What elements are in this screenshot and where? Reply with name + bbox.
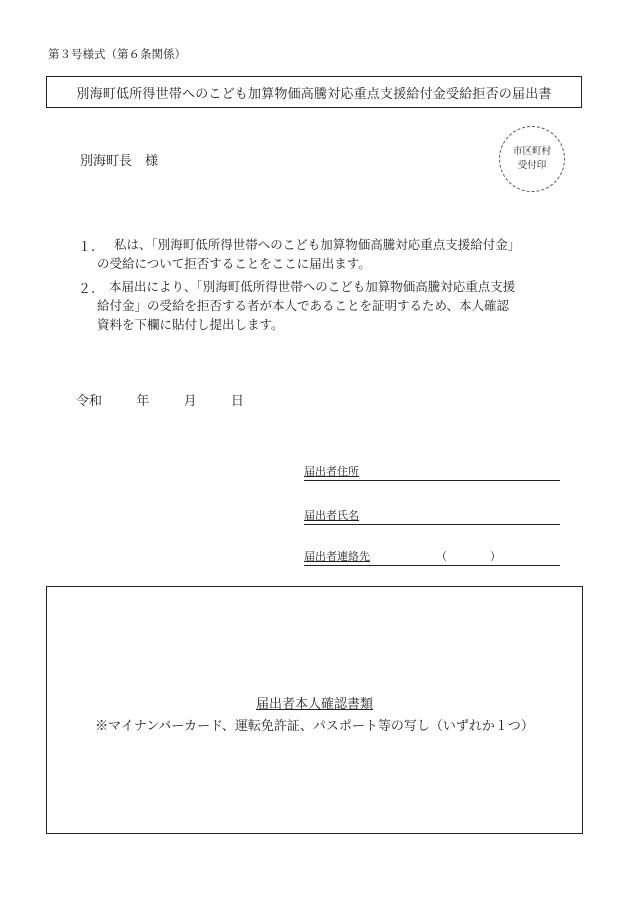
name-field[interactable]	[304, 506, 560, 525]
date-year: 年	[136, 394, 150, 409]
addressee: 別海町長 様	[80, 154, 159, 169]
id-document-title: 届出者本人確認書類	[255, 697, 373, 712]
item-2-line-2: 給付金」の受給を拒否する者が本人であることを証明するため、本人確認	[97, 298, 510, 313]
item-1-line-2: の受給について拒否することをここに届出ます。	[97, 256, 371, 271]
address-field[interactable]	[304, 462, 560, 481]
contact-label: 届出者連絡先	[304, 550, 370, 563]
item-1-line-1: 私は、「別海町低所得世帯へのこども加算物価高騰対応重点支援給付金」	[114, 237, 521, 252]
date-month: 月	[183, 394, 197, 409]
document-title-text: 別海町低所得世帯へのこども加算物価高騰対応重点支援給付金受給拒否の届出書	[76, 86, 552, 102]
name-label: 届出者氏名	[304, 509, 359, 522]
form-number: 第３号様式（第６条関係）	[48, 47, 186, 61]
date-day: 日	[230, 394, 244, 409]
stamp-label-line2: 受付印	[517, 160, 547, 171]
reception-stamp-area	[499, 126, 565, 192]
address-label: 届出者住所	[304, 465, 359, 478]
stamp-label-line1: 市区町村	[512, 146, 551, 157]
item-1-number: １.	[78, 240, 96, 255]
document-title	[46, 76, 582, 108]
contact-paren-close: ）	[490, 550, 501, 563]
item-2-number: ２.	[78, 282, 96, 297]
contact-paren-open: （	[436, 550, 447, 563]
id-document-attachment-area[interactable]	[46, 586, 583, 834]
item-2-line-1: 本届出により、「別海町低所得世帯へのこども加算物価高騰対応重点支援	[109, 279, 516, 294]
contact-field[interactable]	[304, 547, 560, 566]
date-line	[76, 390, 244, 409]
id-document-note: ※マイナンバーカード、運転免許証、パスポート等の写し（いずれか１つ）	[95, 719, 534, 734]
date-era: 令和	[76, 394, 103, 409]
item-2-line-3: 資料を下欄に貼付し提出します。	[97, 317, 284, 332]
